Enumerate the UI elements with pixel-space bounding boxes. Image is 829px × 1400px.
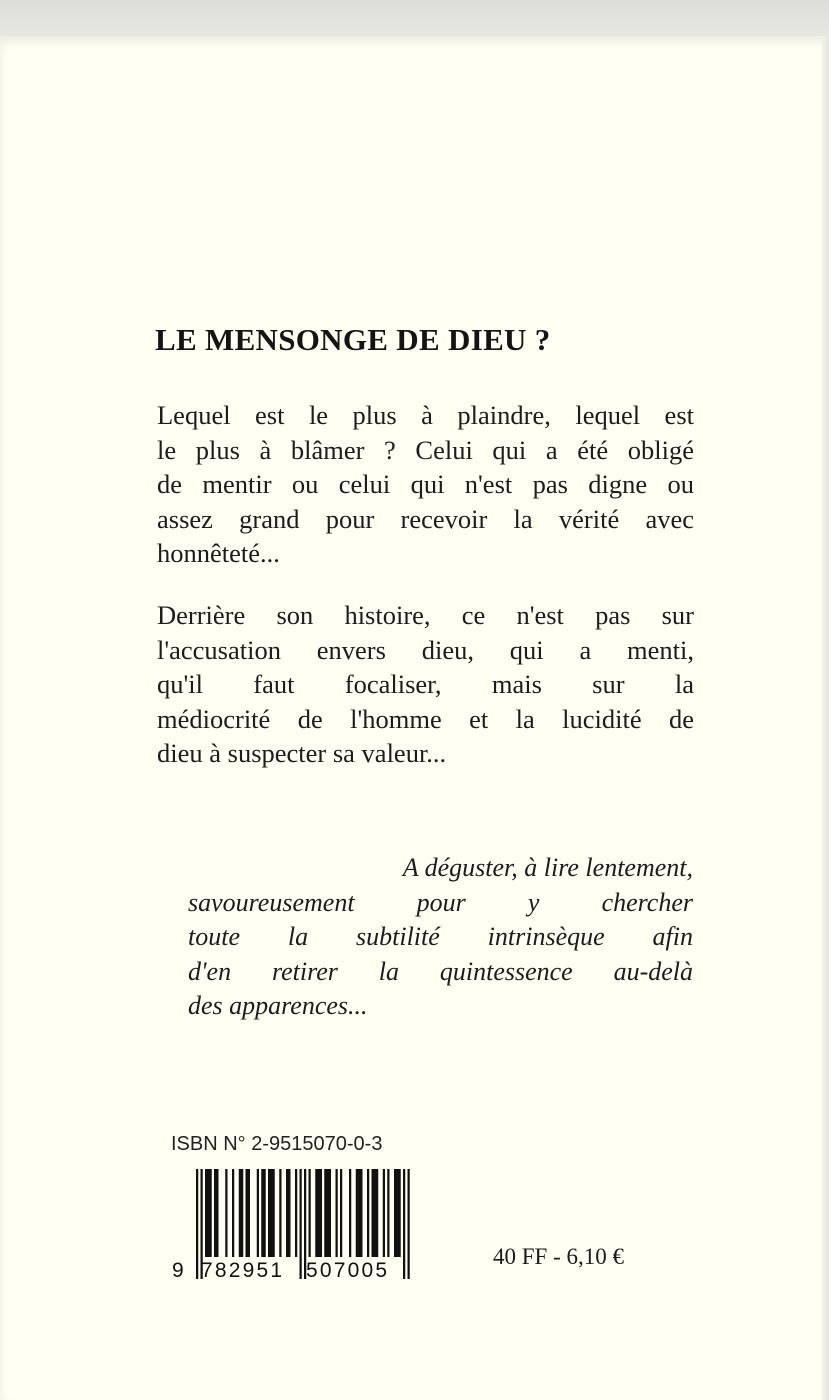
barcode-bar [324, 1169, 331, 1257]
barcode-bar [372, 1169, 379, 1257]
barcode-bar [268, 1169, 275, 1257]
barcode-bar [300, 1169, 302, 1279]
italic-blurb [188, 851, 693, 1024]
text-line: de mentir ou celui qui n'est pas digne ou [157, 469, 694, 500]
text-line: médiocrité de l'homme et la lucidité de [157, 703, 694, 734]
barcode-first-digit: 9 [172, 1259, 184, 1282]
text-line: l'accusation envers dieu, qui a menti, [157, 634, 694, 665]
barcode-bar [408, 1169, 410, 1279]
barcode-bar [257, 1169, 259, 1257]
barcode-bar [309, 1169, 311, 1257]
page-edge [822, 36, 829, 1400]
paragraph-story [157, 598, 694, 771]
price-label: 40 FF - 6,10 € [493, 1244, 624, 1269]
barcode [168, 1169, 420, 1289]
text-line: honnêteté... [157, 538, 280, 569]
barcode-bar [367, 1169, 369, 1257]
text-line: qu'il faut focaliser, mais sur la [157, 669, 694, 700]
text-line: dieu à suspecter sa valeur... [157, 738, 447, 769]
barcode-bar [295, 1169, 297, 1257]
barcode-bar [387, 1169, 389, 1257]
barcode-bar [349, 1169, 351, 1257]
book-title: LE MENSONGE DE DIEU ? [155, 322, 551, 357]
barcode-left-digits: 782951 [201, 1259, 285, 1282]
barcode-bar [286, 1169, 291, 1257]
paragraph-intro [157, 398, 694, 571]
barcode-bar [196, 1169, 198, 1279]
barcode-bar [232, 1169, 234, 1257]
barcode-bar [225, 1169, 227, 1257]
barcode-bar [246, 1169, 251, 1257]
text-line: Derrière son histoire, ce n'est pas sur [157, 600, 694, 630]
barcode-bar [336, 1169, 338, 1257]
barcode-bar [403, 1169, 405, 1279]
text-line: savoureusement pour y chercher [188, 887, 693, 917]
barcode-bar [205, 1169, 212, 1257]
barcode-right-digits: 507005 [306, 1259, 390, 1282]
text-line: A déguster, à lire lentement, [402, 853, 693, 882]
barcode-bar [340, 1169, 342, 1257]
barcode-bar [356, 1169, 363, 1257]
barcode-bar [239, 1169, 244, 1257]
barcode-bar [261, 1169, 266, 1257]
text-line: toute la subtilité intrinsèque afin [188, 922, 693, 951]
isbn-number: ISBN N° 2-9515070-0-3 [171, 1133, 383, 1155]
barcode-bar [214, 1169, 219, 1257]
book-back-cover [0, 36, 829, 1400]
text-line: Lequel est le plus à plaindre, lequel est [157, 400, 694, 430]
text-line: assez grand pour recevoir la vérité avec [157, 503, 694, 534]
text-line: d'en retirer la quintessence au-delà [188, 956, 693, 986]
barcode-bar [279, 1169, 281, 1257]
text-line: le plus à blâmer ? Celui qui a été obligé [157, 434, 694, 465]
barcode-bar [383, 1169, 385, 1257]
barcode-bar [394, 1169, 401, 1257]
text-line: des apparences... [188, 991, 368, 1020]
barcode-bar [315, 1169, 322, 1257]
